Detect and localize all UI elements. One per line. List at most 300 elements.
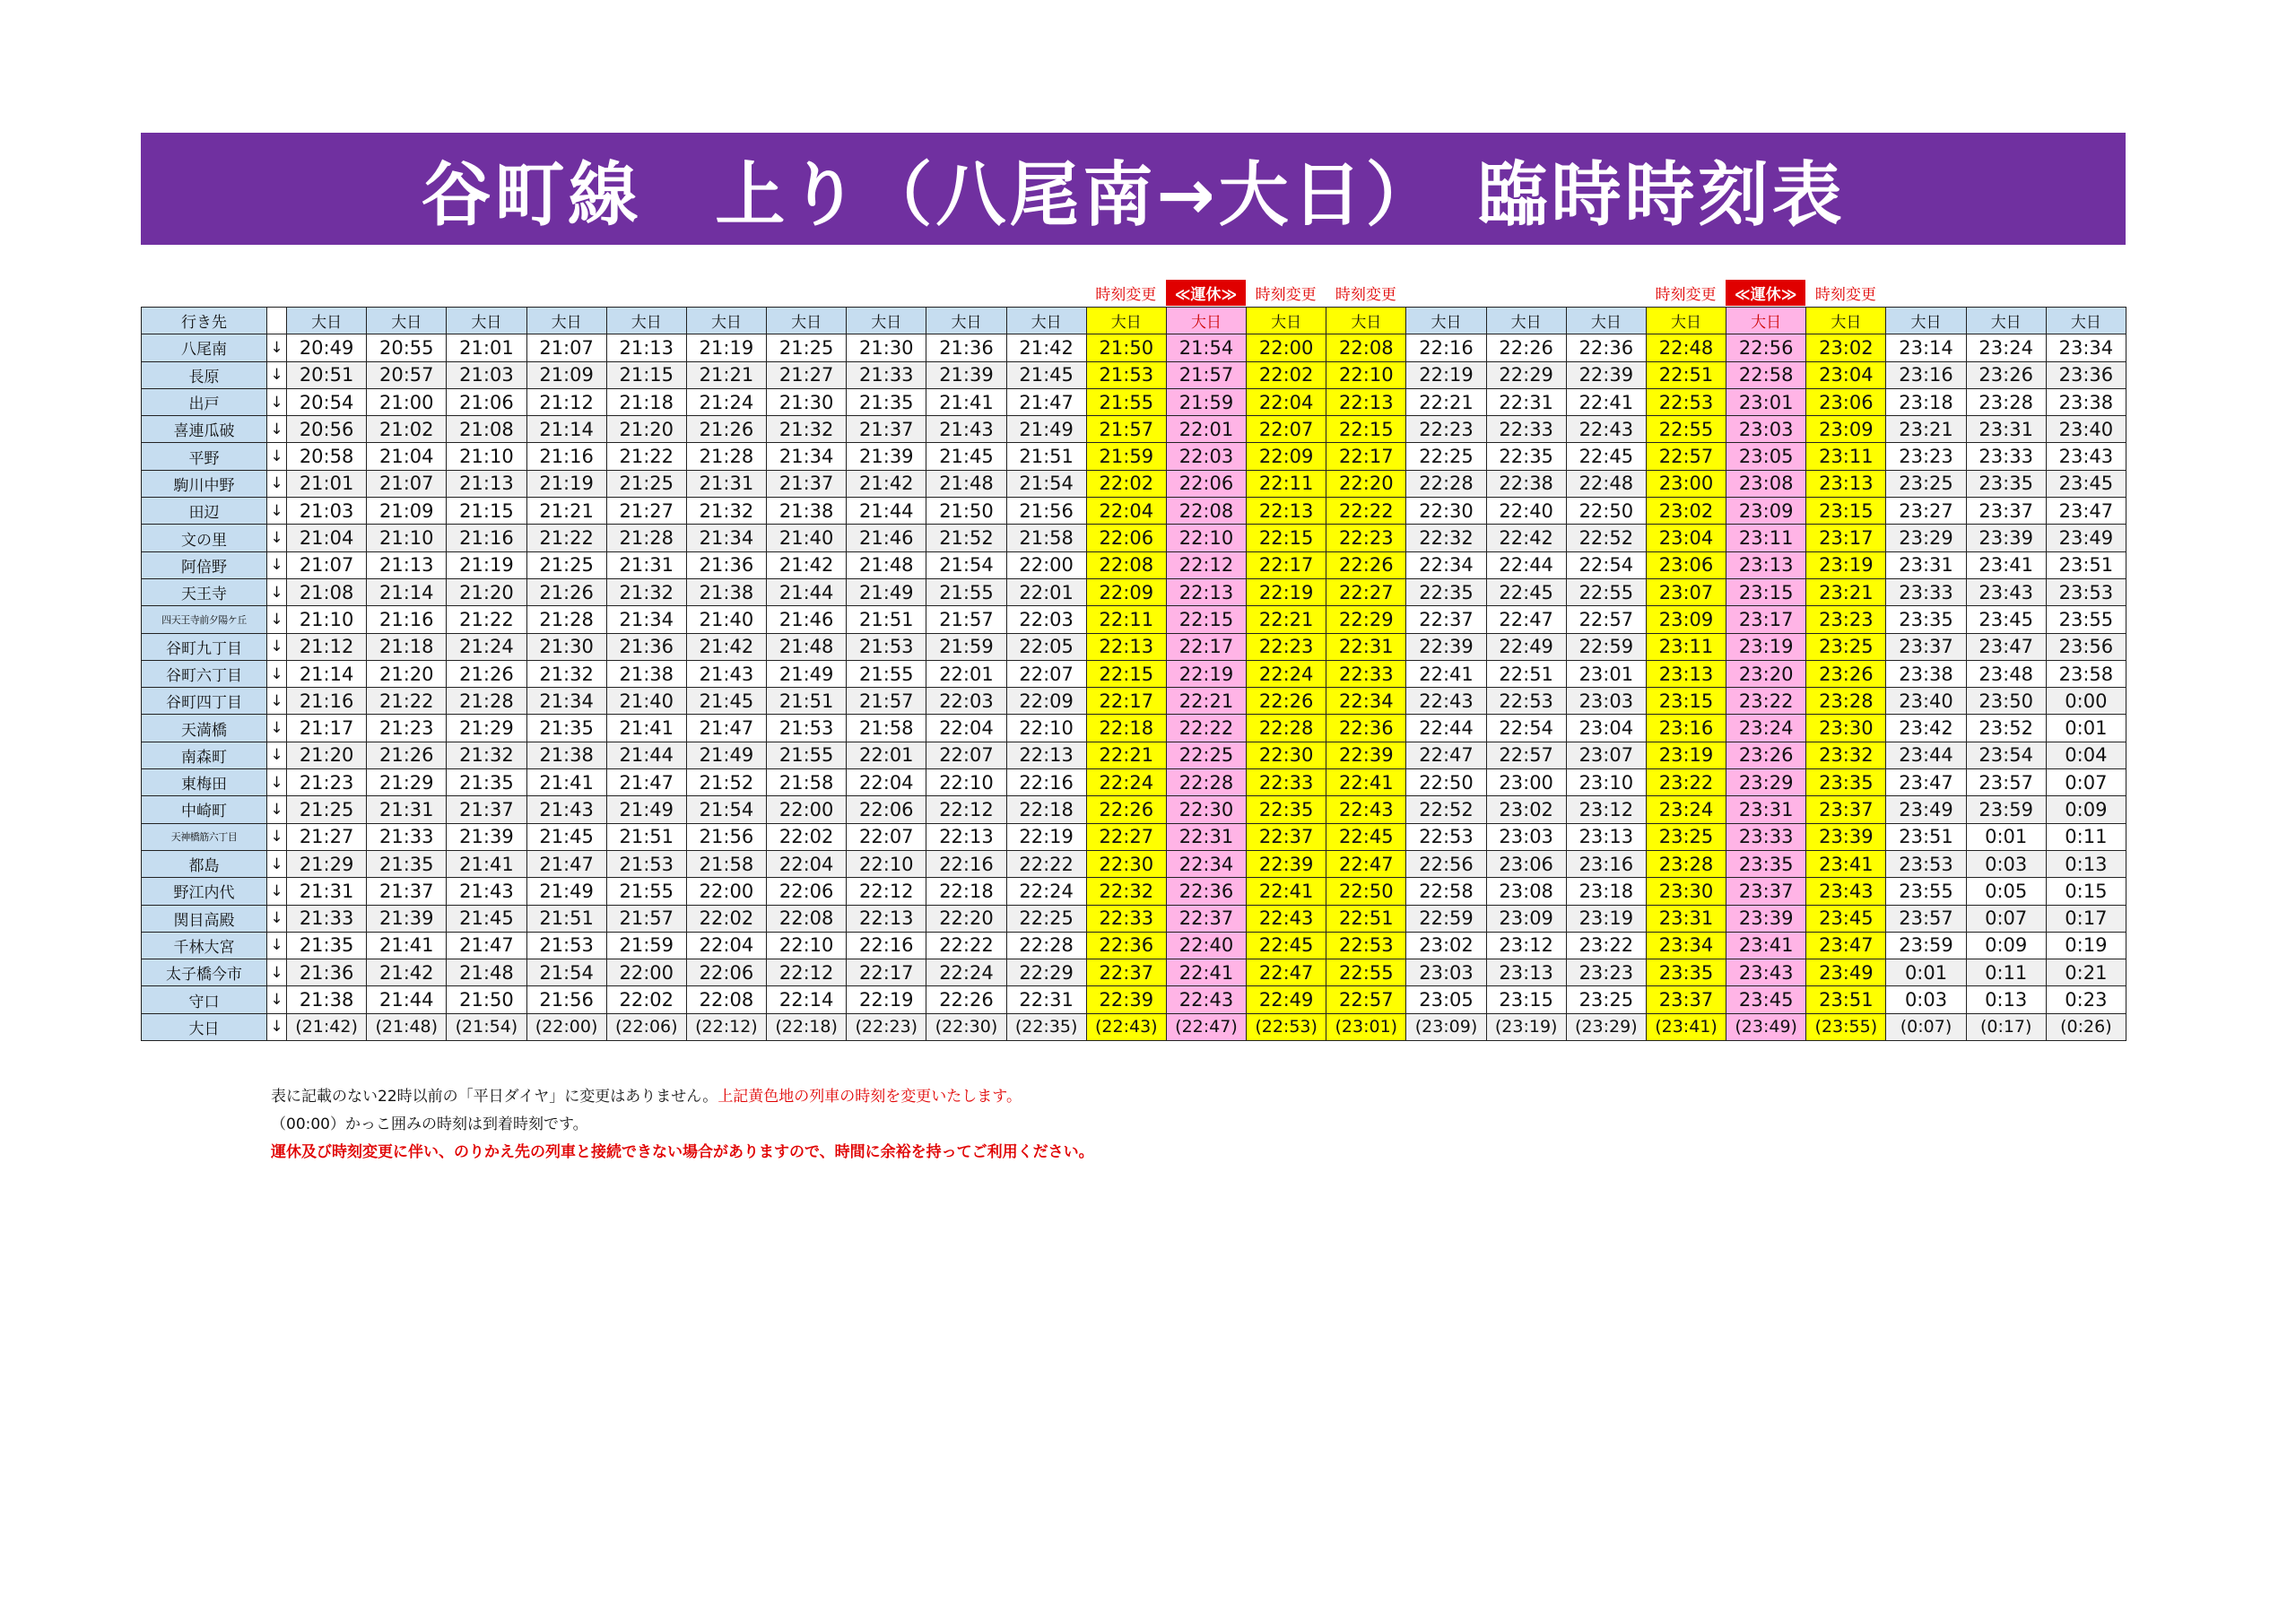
time-cell: 21:59 [606,932,686,959]
time-cell: 21:01 [447,334,526,361]
time-cell: 21:16 [287,688,367,715]
time-cell: 21:06 [447,388,526,415]
station-name: 野江内代 [142,878,267,905]
time-cell: 22:45 [1566,443,1646,470]
time-cell: 21:48 [847,551,926,578]
time-cell: 23:44 [1886,742,1966,768]
time-cell: 21:09 [367,498,447,525]
time-cell: 22:27 [1326,578,1406,605]
time-cell: 23:11 [1646,633,1726,660]
time-cell: 23:35 [1806,769,1886,796]
time-cell: 23:06 [1646,551,1726,578]
time-cell: 22:57 [1646,443,1726,470]
time-cell: 22:06 [847,796,926,823]
time-cell: 22:28 [1247,715,1326,742]
down-arrow-icon: ↓ [267,986,287,1013]
time-cell: 21:34 [686,525,766,551]
time-cell: 22:12 [926,796,1006,823]
time-cell: 21:57 [1086,416,1166,443]
time-cell: 22:37 [1247,823,1326,850]
time-cell: 23:53 [2046,578,2126,605]
time-cell: 21:15 [447,498,526,525]
time-cell: 23:09 [1806,416,1886,443]
time-cell: 23:22 [1646,769,1726,796]
time-cell: 21:55 [847,660,926,687]
time-cell: 21:41 [526,769,606,796]
time-cell: 21:31 [606,551,686,578]
time-cell: 23:02 [1806,334,1886,361]
time-cell: 22:10 [1166,525,1246,551]
time-cell: 23:43 [1726,959,1806,986]
station-row [142,361,2126,388]
station-row [142,959,2126,986]
time-cell: 21:37 [447,796,526,823]
station-name: 谷町九丁目 [142,633,267,660]
time-cell: 22:56 [1726,334,1806,361]
destination-cell: 大日 [1247,308,1326,334]
time-cell: (21:48) [367,1013,447,1040]
time-cell: 22:21 [1247,606,1326,633]
time-cell: 22:39 [1326,742,1406,768]
time-cell: 22:29 [1486,361,1566,388]
time-cell: 21:13 [606,334,686,361]
time-cell: 22:59 [1566,633,1646,660]
time-cell: 21:55 [1086,388,1166,415]
station-row [142,416,2126,443]
time-cell: 22:54 [1566,551,1646,578]
station-row [142,525,2126,551]
time-cell: 20:57 [367,361,447,388]
time-cell: 0:07 [2046,769,2126,796]
time-change-flag: 時刻変更 [1814,286,1876,304]
station-row [142,932,2126,959]
time-cell: 22:43 [1566,416,1646,443]
time-cell: 21:30 [526,633,606,660]
time-cell: 22:17 [847,959,926,986]
time-cell: 23:21 [1886,416,1966,443]
destination-cell: 大日 [686,308,766,334]
time-cell: 23:01 [1726,388,1806,415]
time-cell: 21:29 [367,769,447,796]
time-cell: 21:43 [526,796,606,823]
time-cell: 23:27 [1886,498,1966,525]
station-name: 中崎町 [142,796,267,823]
time-cell: 22:33 [1086,905,1166,932]
time-cell: 23:09 [1646,606,1726,633]
time-cell: 22:16 [1406,334,1486,361]
time-cell: 21:51 [606,823,686,850]
time-cell: 21:23 [367,715,447,742]
time-cell: 23:35 [1886,606,1966,633]
time-cell: 22:43 [1406,688,1486,715]
time-cell: 21:35 [847,388,926,415]
time-cell: 22:19 [1247,578,1326,605]
time-cell: 22:51 [1486,660,1566,687]
station-row [142,660,2126,687]
time-cell: 21:07 [287,551,367,578]
time-cell: 22:57 [1566,606,1646,633]
time-cell: 23:25 [1566,986,1646,1013]
time-cell: 21:28 [526,606,606,633]
time-cell: 22:04 [847,769,926,796]
time-cell: 21:45 [526,823,606,850]
destination-cell: 大日 [1966,308,2046,334]
down-arrow-icon: ↓ [267,525,287,551]
station-row [142,1013,2126,1040]
down-arrow-icon: ↓ [267,769,287,796]
time-cell: 21:17 [287,715,367,742]
time-change-flag: 時刻変更 [1335,286,1396,304]
time-cell: 22:15 [1326,416,1406,443]
time-cell: 22:53 [1326,932,1406,959]
time-cell: 23:25 [1806,633,1886,660]
time-cell: 21:38 [686,578,766,605]
down-arrow-icon: ↓ [267,959,287,986]
time-cell: 22:22 [1006,850,1086,877]
time-cell: 22:28 [1406,470,1486,497]
time-cell: 21:36 [606,633,686,660]
time-cell: 23:01 [1566,660,1646,687]
destination-cell: 大日 [1326,308,1406,334]
time-cell: 22:03 [926,688,1006,715]
time-cell: 21:24 [447,633,526,660]
time-cell: 22:24 [926,959,1006,986]
time-cell: 22:44 [1486,551,1566,578]
time-cell: 22:13 [1247,498,1326,525]
time-cell: 23:39 [1966,525,2046,551]
time-cell: 21:57 [926,606,1006,633]
time-cell: 21:03 [287,498,367,525]
destination-cell: 大日 [1806,308,1886,334]
time-change-flag: 時刻変更 [1655,286,1717,304]
time-cell: 21:53 [606,850,686,877]
time-cell: 23:18 [1886,388,1966,415]
time-cell: 22:19 [1166,660,1246,687]
time-cell: 23:31 [1886,551,1966,578]
time-cell: 21:38 [526,742,606,768]
time-cell: 23:23 [1886,443,1966,470]
destination-cell: 大日 [767,308,847,334]
time-cell: 22:51 [1646,361,1726,388]
time-cell: 22:31 [1166,823,1246,850]
time-cell: 22:17 [1166,633,1246,660]
time-cell: 21:12 [526,388,606,415]
time-cell: 22:36 [1166,878,1246,905]
time-cell: 21:57 [606,905,686,932]
time-cell: 23:03 [1726,416,1806,443]
station-row [142,986,2126,1013]
time-cell: 0:03 [1966,850,2046,877]
time-cell: 21:49 [847,578,926,605]
time-cell: 22:14 [767,986,847,1013]
time-cell: 21:41 [926,388,1006,415]
time-cell: 22:30 [1406,498,1486,525]
destination-cell: 大日 [2046,308,2126,334]
time-cell: 21:15 [606,361,686,388]
time-cell: 22:26 [1247,688,1326,715]
destination-cell: 大日 [526,308,606,334]
time-cell: 0:17 [2046,905,2126,932]
time-cell: 23:28 [1806,688,1886,715]
time-cell: 22:50 [1326,878,1406,905]
time-cell: 22:54 [1486,715,1566,742]
time-cell: 21:39 [926,361,1006,388]
time-cell: 22:20 [926,905,1006,932]
time-cell: 21:51 [767,688,847,715]
down-arrow-icon: ↓ [267,742,287,768]
time-cell: 23:30 [1806,715,1886,742]
time-cell: 21:45 [447,905,526,932]
time-cell: 0:21 [2046,959,2126,986]
time-cell: 22:41 [1247,878,1326,905]
time-cell: 22:02 [1086,470,1166,497]
destination-cell: 大日 [1566,308,1646,334]
time-cell: (22:00) [526,1013,606,1040]
time-cell: 23:11 [1806,443,1886,470]
time-cell: 22:43 [1166,986,1246,1013]
time-cell: (22:12) [686,1013,766,1040]
time-cell: 22:55 [1326,959,1406,986]
station-row [142,905,2126,932]
time-cell: 22:23 [1247,633,1326,660]
time-cell: 22:35 [1486,443,1566,470]
time-cell: 21:58 [847,715,926,742]
time-cell: 22:49 [1247,986,1326,1013]
time-cell: 23:22 [1726,688,1806,715]
time-cell: 21:48 [447,959,526,986]
time-cell: 21:18 [367,633,447,660]
time-cell: 22:18 [926,878,1006,905]
time-cell: 23:32 [1806,742,1886,768]
time-cell: 21:56 [1006,498,1086,525]
time-cell: 22:19 [847,986,926,1013]
time-cell: 23:55 [1886,878,1966,905]
destination-cell: 大日 [287,308,367,334]
time-cell: 21:36 [287,959,367,986]
station-name: 田辺 [142,498,267,525]
time-cell: 21:59 [1166,388,1246,415]
time-cell: 22:36 [1326,715,1406,742]
time-cell: 22:34 [1406,551,1486,578]
station-row [142,715,2126,742]
destination-cell: 大日 [1086,308,1166,334]
time-cell: 23:55 [2046,606,2126,633]
time-cell: 21:19 [526,470,606,497]
time-cell: 22:37 [1166,905,1246,932]
time-cell: 21:40 [767,525,847,551]
time-cell: 21:35 [526,715,606,742]
time-cell: 21:49 [606,796,686,823]
note-line-1-black: 表に記載のない22時以前の「平日ダイヤ」に変更はありません。 [271,1088,718,1106]
time-cell: 21:47 [686,715,766,742]
down-arrow-icon: ↓ [267,443,287,470]
time-cell: 23:47 [1886,769,1966,796]
time-change-flag: 時刻変更 [1255,286,1317,304]
time-cell: 21:38 [287,986,367,1013]
time-cell: 21:40 [606,688,686,715]
station-row [142,470,2126,497]
time-cell: 23:35 [1646,959,1726,986]
time-cell: 22:06 [1086,525,1166,551]
time-cell: 21:44 [367,986,447,1013]
time-cell: 22:08 [686,986,766,1013]
time-cell: 23:04 [1566,715,1646,742]
time-cell: 21:32 [767,416,847,443]
time-cell: 22:35 [1247,796,1326,823]
time-cell: 21:00 [367,388,447,415]
time-cell: 22:45 [1486,578,1566,605]
time-cell: 22:13 [926,823,1006,850]
time-cell: 21:01 [287,470,367,497]
time-cell: 21:41 [367,932,447,959]
time-cell: 21:46 [767,606,847,633]
station-row [142,769,2126,796]
time-cell: 21:04 [287,525,367,551]
time-cell: 22:30 [1166,796,1246,823]
time-cell: 21:02 [367,416,447,443]
station-name: 八尾南 [142,334,267,361]
destination-cell: 大日 [1006,308,1086,334]
time-cell: 23:33 [1966,443,2046,470]
time-cell: 23:03 [1486,823,1566,850]
time-cell: 23:02 [1486,796,1566,823]
time-cell: 21:59 [1086,443,1166,470]
time-cell: 23:28 [1966,388,2046,415]
time-cell: 22:00 [1247,334,1326,361]
time-cell: 0:15 [2046,878,2126,905]
header-arrow-blank [267,308,287,334]
down-arrow-icon: ↓ [267,660,287,687]
time-cell: 22:50 [1566,498,1646,525]
time-cell: 23:50 [1966,688,2046,715]
time-cell: 22:13 [1006,742,1086,768]
time-cell: 22:10 [1326,361,1406,388]
time-cell: (0:07) [1886,1013,1966,1040]
time-cell: 22:18 [1086,715,1166,742]
time-cell: 20:55 [367,334,447,361]
time-cell: 22:37 [1086,959,1166,986]
time-cell: 23:03 [1406,959,1486,986]
time-cell: 21:09 [526,361,606,388]
time-cell: 0:09 [2046,796,2126,823]
time-cell: 21:20 [447,578,526,605]
time-cell: 23:51 [1806,986,1886,1013]
time-cell: 22:47 [1406,742,1486,768]
time-cell: 22:28 [1006,932,1086,959]
time-cell: 21:49 [526,878,606,905]
time-cell: 22:04 [1086,498,1166,525]
header-row [142,308,2126,334]
time-cell: 21:52 [926,525,1006,551]
time-cell: 23:15 [1486,986,1566,1013]
time-cell: 22:57 [1486,742,1566,768]
time-cell: 22:19 [1406,361,1486,388]
time-cell: 23:41 [1966,551,2046,578]
time-cell: 21:36 [926,334,1006,361]
time-cell: (23:55) [1806,1013,1886,1040]
time-cell: 22:31 [1326,633,1406,660]
time-cell: 21:26 [367,742,447,768]
time-cell: 23:31 [1726,796,1806,823]
station-row [142,823,2126,850]
time-cell: 23:39 [1726,905,1806,932]
time-cell: 21:35 [287,932,367,959]
time-cell: 23:51 [1886,823,1966,850]
down-arrow-icon: ↓ [267,578,287,605]
time-cell: 23:19 [1646,742,1726,768]
time-cell: 23:49 [1806,959,1886,986]
time-cell: 22:15 [1166,606,1246,633]
time-cell: 23:13 [1646,660,1726,687]
time-cell: 22:41 [1406,660,1486,687]
time-cell: 22:25 [1006,905,1086,932]
time-cell: 0:13 [1966,986,2046,1013]
time-cell: 0:04 [2046,742,2126,768]
time-cell: 22:19 [1006,823,1086,850]
time-cell: 21:31 [287,878,367,905]
time-cell: 22:53 [1486,688,1566,715]
time-cell: 22:22 [926,932,1006,959]
time-cell: 0:19 [2046,932,2126,959]
time-cell: 21:33 [847,361,926,388]
time-cell: 23:15 [1726,578,1806,605]
time-cell: 22:36 [1566,334,1646,361]
station-row [142,388,2126,415]
destination-cell: 大日 [1406,308,1486,334]
time-cell: 22:37 [1406,606,1486,633]
time-cell: 21:46 [847,525,926,551]
time-cell: 21:22 [526,525,606,551]
destination-cell: 大日 [926,308,1006,334]
time-cell: 21:51 [847,606,926,633]
time-cell: 21:03 [447,361,526,388]
time-cell: 21:54 [1166,334,1246,361]
time-cell: 22:53 [1646,388,1726,415]
time-cell: 21:16 [447,525,526,551]
time-cell: 23:29 [1726,769,1806,796]
time-cell: 22:26 [926,986,1006,1013]
destination-cell: 大日 [1486,308,1566,334]
station-name: 天満橋 [142,715,267,742]
time-cell: (22:30) [926,1013,1006,1040]
time-cell: 0:05 [1966,878,2046,905]
time-cell: 21:10 [287,606,367,633]
time-cell: 20:51 [287,361,367,388]
station-row [142,606,2126,633]
time-cell: 21:53 [767,715,847,742]
time-cell: 22:58 [1726,361,1806,388]
time-cell: 21:29 [447,715,526,742]
time-cell: 23:26 [1726,742,1806,768]
time-cell: 22:04 [767,850,847,877]
time-cell: 22:51 [1326,905,1406,932]
time-cell: 22:40 [1166,932,1246,959]
time-cell: 23:37 [1726,878,1806,905]
time-cell: 22:07 [926,742,1006,768]
station-name: 四天王寺前夕陽ケ丘 [142,606,267,633]
station-name: 守口 [142,986,267,1013]
station-name: 天神橋筋六丁目 [142,823,267,850]
time-cell: 20:49 [287,334,367,361]
time-cell: 23:06 [1486,850,1566,877]
time-cell: 23:51 [2046,551,2126,578]
time-cell: 22:00 [686,878,766,905]
time-cell: 21:35 [447,769,526,796]
time-cell: 22:53 [1406,823,1486,850]
time-cell: 23:24 [1646,796,1726,823]
time-cell: 21:24 [686,388,766,415]
time-cell: 23:41 [1726,932,1806,959]
